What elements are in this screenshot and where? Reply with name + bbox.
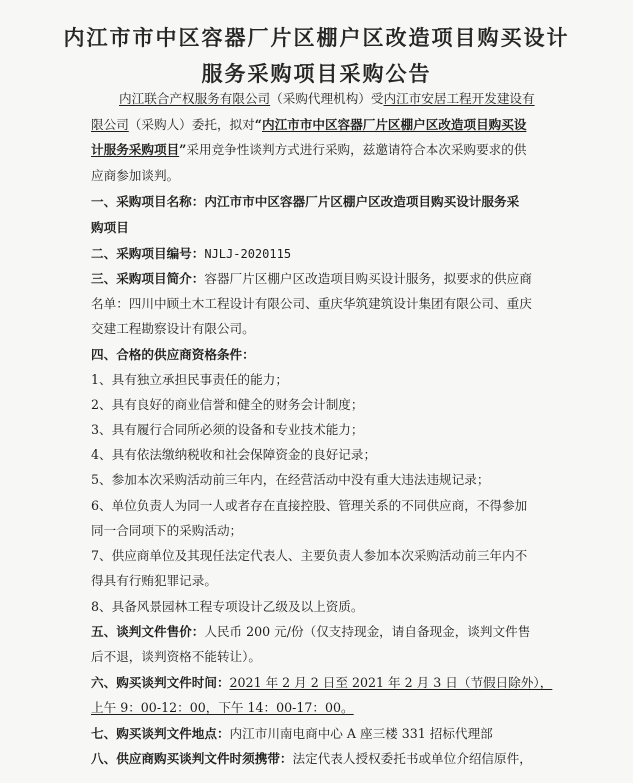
section-5-text-1: 人民币 200 元/份（仅支持现金，请自备现金，谈判文件售 <box>204 624 531 639</box>
purchase-time-2: 上午 9：00-12：00，下午 14：00-17：00。 <box>91 700 354 715</box>
section-4-heading: 四、合格的供应商资格条件： <box>91 347 255 362</box>
qualification-item: 5、参加本次采购活动前三年内，在经营活动中没有重大违法违规记录； <box>91 472 490 487</box>
qualification-item: 1、具有独立承担民事责任的能力； <box>91 372 288 387</box>
section-7-heading: 七、购买谈判文件地点： <box>91 726 230 741</box>
quote-open: “ <box>254 117 262 132</box>
section-6-line-2 <box>91 699 561 717</box>
qualification-item: 6、单位负责人为同一人或者存在直接控股、管理关系的不同供应商，不得参加 <box>91 498 528 513</box>
intro-line-2 <box>91 116 561 134</box>
intro-line-3 <box>91 141 561 159</box>
quote-close: ” <box>179 142 187 157</box>
purchase-time-1: 2021 年 2 月 2 日至 2021 年 2 月 3 日（节假日除外）， <box>229 675 553 690</box>
purchase-location: 内江市川南电商中心 A 座三楼 331 招标代理部 <box>229 726 493 741</box>
qualification-item: 8、具备风景园林工程专项设计乙级及以上资质。 <box>91 599 364 614</box>
agent-role: （采购代理机构）受 <box>270 91 384 106</box>
section-1-heading: 一、采购项目名称： <box>91 194 205 209</box>
section-7-line <box>91 725 561 743</box>
document-title-line-1: 内江市市中区容器厂片区棚户区改造项目购买设计 <box>63 25 570 50</box>
section-2-line <box>91 245 561 263</box>
section-5-line-2: 后不退，谈判资格不能转让）。 <box>91 649 262 664</box>
section-1-value: 内江市市中区容器厂片区棚户区改造项目购买设计服务采 <box>204 194 520 209</box>
section-3-line-3: 交建工程勘察设计有限公司。 <box>91 321 255 336</box>
document-title-line-2: 服务采购项目采购公告 <box>201 61 432 86</box>
agent-name: 内江联合产权服务有限公司 <box>119 91 271 106</box>
buyer-role: （采购人）委托，拟对 <box>128 117 255 132</box>
section-3-line-1 <box>91 270 561 288</box>
section-5-heading: 五、谈判文件售价： <box>91 624 205 639</box>
qualification-item: 3、具有履行合同所必须的设备和专业技术能力； <box>91 422 364 437</box>
section-8-line <box>91 750 561 768</box>
intro-line-1 <box>119 90 563 108</box>
section-1-line-2: 购项目 <box>91 220 129 235</box>
buyer-name-part-1: 内江市安居工程开发建设有 <box>383 91 535 106</box>
project-number: NJLJ-2020115 <box>204 247 292 261</box>
intro-line-4: 应商参加谈判。 <box>91 168 180 183</box>
qualification-item: 得具有行贿犯罪记录。 <box>91 573 217 588</box>
buyer-name-part-2: 限公司 <box>91 117 129 132</box>
qualification-item: 同一合同项下的采购活动； <box>91 523 243 538</box>
section-6-heading: 六、购买谈判文件时间： <box>91 675 230 690</box>
section-1-line-1 <box>91 193 561 211</box>
section-8-heading: 八、供应商购买谈判文件时须携带： <box>91 751 293 766</box>
qualification-item: 2、具有良好的商业信誉和健全的财务会计制度； <box>91 397 364 412</box>
project-name-part-1: 内江市市中区容器厂片区棚户区改造项目购买设 <box>261 117 527 132</box>
project-name-part-2: 计服务采购项目 <box>91 142 180 157</box>
qualification-item: 4、具有依法缴纳税收和社会保障资金的良好记录； <box>91 447 377 462</box>
section-3-heading: 三、采购项目简介： <box>91 271 205 286</box>
section-3-text-1: 容器厂片区棚户区改造项目购买设计服务，拟要求的供应商 <box>204 271 532 286</box>
intro-tail-line-3: 采用竞争性谈判方式进行采购，兹邀请符合本次采购要求的供 <box>186 142 527 157</box>
qualification-item: 7、供应商单位及其现任法定代表人、主要负责人参加本次采购活动前三年内不 <box>91 548 528 563</box>
section-5-line-1 <box>91 623 561 641</box>
section-3-line-2: 名单：四川中顾土木工程设计有限公司、重庆华筑建筑设计集团有限公司、重庆 <box>91 296 532 311</box>
section-8-text: 法定代表人授权委托书或单位介绍信原件， <box>292 751 532 766</box>
section-6-line-1 <box>91 674 561 692</box>
section-2-heading: 二、采购项目编号： <box>91 246 205 261</box>
